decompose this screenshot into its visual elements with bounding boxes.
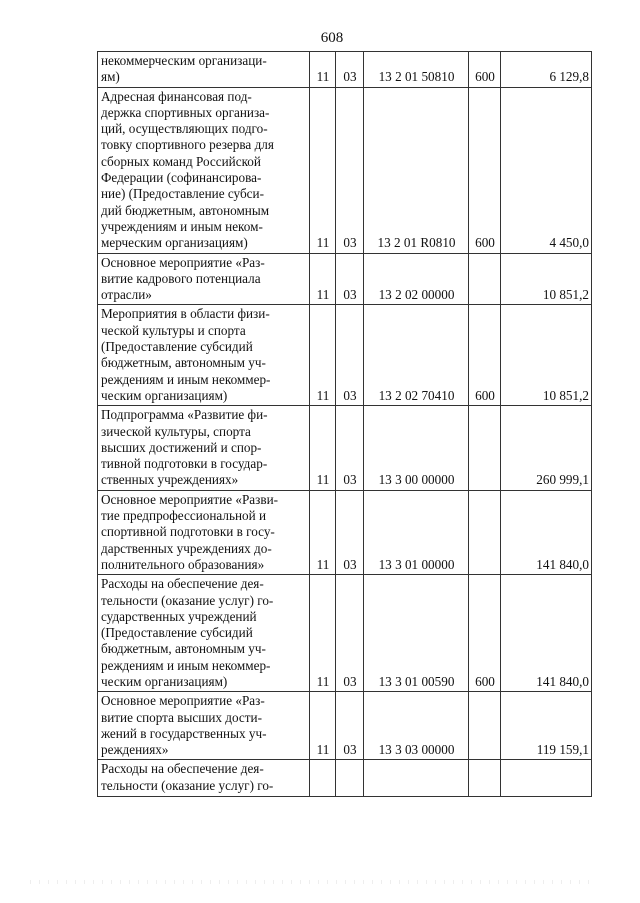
item-description <box>98 406 310 490</box>
expense-type-code <box>469 760 501 797</box>
subsection-code: 03 <box>336 692 364 760</box>
amount-value: 10 851,2 <box>501 253 592 305</box>
amount-value: 4 450,0 <box>501 87 592 253</box>
target-article-code: 13 3 01 00590 <box>364 575 469 692</box>
expense-type-code: 600 <box>469 87 501 253</box>
table-row <box>98 760 592 797</box>
description-line: Расходы на обеспечение дея- <box>101 576 264 592</box>
item-description <box>98 575 310 692</box>
description-line: зической культуры, спорта <box>101 423 251 439</box>
table-row <box>98 575 592 692</box>
description-line: ственных учреждениях» <box>101 472 239 488</box>
subsection-code: 03 <box>336 406 364 490</box>
description-line: (Предоставление субсидий <box>101 339 253 355</box>
section-code <box>310 760 336 797</box>
target-article-code: 13 2 02 00000 <box>364 253 469 305</box>
expense-type-code <box>469 406 501 490</box>
description-line: высших достижений и спор- <box>101 439 262 455</box>
section-code: 11 <box>310 87 336 253</box>
description-line: Основное мероприятие «Раз- <box>101 693 265 709</box>
amount-value: 141 840,0 <box>501 575 592 692</box>
description-line: учреждениям и иным неком- <box>101 218 263 234</box>
description-line: тивной подготовки в государ- <box>101 456 268 472</box>
description-line: держка спортивных организа- <box>101 104 270 120</box>
item-description <box>98 52 310 88</box>
target-article-code: 13 2 02 70410 <box>364 305 469 406</box>
expense-type-code: 600 <box>469 305 501 406</box>
description-line: Мероприятия в области физи- <box>101 306 270 322</box>
description-line: бюджетным, автономным уч- <box>101 355 266 371</box>
table-row <box>98 406 592 490</box>
description-line: ческим организациям) <box>101 673 228 689</box>
scan-artifact <box>30 880 590 884</box>
page-number: 608 <box>320 30 344 46</box>
expense-type-code <box>469 253 501 305</box>
amount-value: 6 129,8 <box>501 52 592 88</box>
target-article-code <box>364 760 469 797</box>
description-line: ние) (Предоставление субси- <box>101 186 264 202</box>
description-line: жений в государственных уч- <box>101 725 267 741</box>
item-description <box>98 305 310 406</box>
expense-type-code: 600 <box>469 52 501 88</box>
amount-value: 260 999,1 <box>501 406 592 490</box>
description-line: Федерации (софинансирова- <box>101 170 262 186</box>
description-line: реждениям и иным некоммер- <box>101 657 271 673</box>
description-line: мерческим организациям) <box>101 235 248 251</box>
description-line: отрасли» <box>101 287 152 303</box>
description-line: спортивной подготовки в госу- <box>101 524 275 540</box>
description-line: Подпрограмма «Развитие фи- <box>101 407 268 423</box>
expense-type-code: 600 <box>469 575 501 692</box>
section-code: 11 <box>310 490 336 574</box>
section-code: 11 <box>310 305 336 406</box>
target-article-code: 13 3 01 00000 <box>364 490 469 574</box>
table-row <box>98 490 592 574</box>
item-description <box>98 490 310 574</box>
description-line: (Предоставление субсидий <box>101 625 253 641</box>
target-article-code: 13 2 01 50810 <box>364 52 469 88</box>
amount-value: 10 851,2 <box>501 305 592 406</box>
description-line: некоммерческим организаци- <box>101 53 267 68</box>
subsection-code: 03 <box>336 490 364 574</box>
budget-table <box>97 51 592 797</box>
description-line: полнительного образования» <box>101 556 265 572</box>
description-line: витие кадрового потенциала <box>101 270 261 286</box>
section-code: 11 <box>310 692 336 760</box>
amount-value: 119 159,1 <box>501 692 592 760</box>
amount-value <box>501 760 592 797</box>
table-row <box>98 253 592 305</box>
description-line: дий бюджетным, автономным <box>101 202 270 218</box>
description-line: бюджетным, автономным уч- <box>101 641 266 657</box>
description-line: Основное мероприятие «Раз- <box>101 254 265 270</box>
target-article-code: 13 2 01 R0810 <box>364 87 469 253</box>
description-line: Расходы на обеспечение дея- <box>101 761 264 777</box>
description-line: ческим организациям) <box>101 387 228 403</box>
description-line: товку спортивного резерва для <box>101 137 274 153</box>
description-line: тельности (оказание услуг) го- <box>101 592 274 608</box>
section-code: 11 <box>310 52 336 88</box>
description-line: ческой культуры и спорта <box>101 322 246 338</box>
item-description <box>98 760 310 797</box>
section-code: 11 <box>310 406 336 490</box>
target-article-code: 13 3 00 00000 <box>364 406 469 490</box>
description-line: ций, осуществляющих подго- <box>101 121 268 137</box>
table-body <box>98 52 592 797</box>
subsection-code: 03 <box>336 87 364 253</box>
description-line: сборных команд Российской <box>101 153 261 169</box>
subsection-code <box>336 760 364 797</box>
amount-value: 141 840,0 <box>501 490 592 574</box>
table-row <box>98 692 592 760</box>
description-line: сударственных учреждений <box>101 608 257 624</box>
expense-type-code <box>469 490 501 574</box>
description-line: дарственных учреждениях до- <box>101 540 272 556</box>
description-line: Основное мероприятие «Разви- <box>101 491 279 507</box>
target-article-code: 13 3 03 00000 <box>364 692 469 760</box>
subsection-code: 03 <box>336 305 364 406</box>
description-line: тельности (оказание услуг) го- <box>101 777 274 793</box>
item-description <box>98 87 310 253</box>
description-line: ям) <box>101 69 120 85</box>
section-code: 11 <box>310 253 336 305</box>
description-line: витие спорта высших дости- <box>101 709 262 725</box>
table-row <box>98 87 592 253</box>
description-line: Адресная финансовая под- <box>101 88 252 104</box>
section-code: 11 <box>310 575 336 692</box>
table-row <box>98 52 592 88</box>
subsection-code: 03 <box>336 253 364 305</box>
description-line: реждениях» <box>101 742 169 758</box>
subsection-code: 03 <box>336 52 364 88</box>
item-description <box>98 253 310 305</box>
expense-type-code <box>469 692 501 760</box>
subsection-code: 03 <box>336 575 364 692</box>
description-line: тие предпрофессиональной и <box>101 508 267 524</box>
table-row <box>98 305 592 406</box>
item-description <box>98 692 310 760</box>
description-line: реждениям и иным некоммер- <box>101 371 271 387</box>
